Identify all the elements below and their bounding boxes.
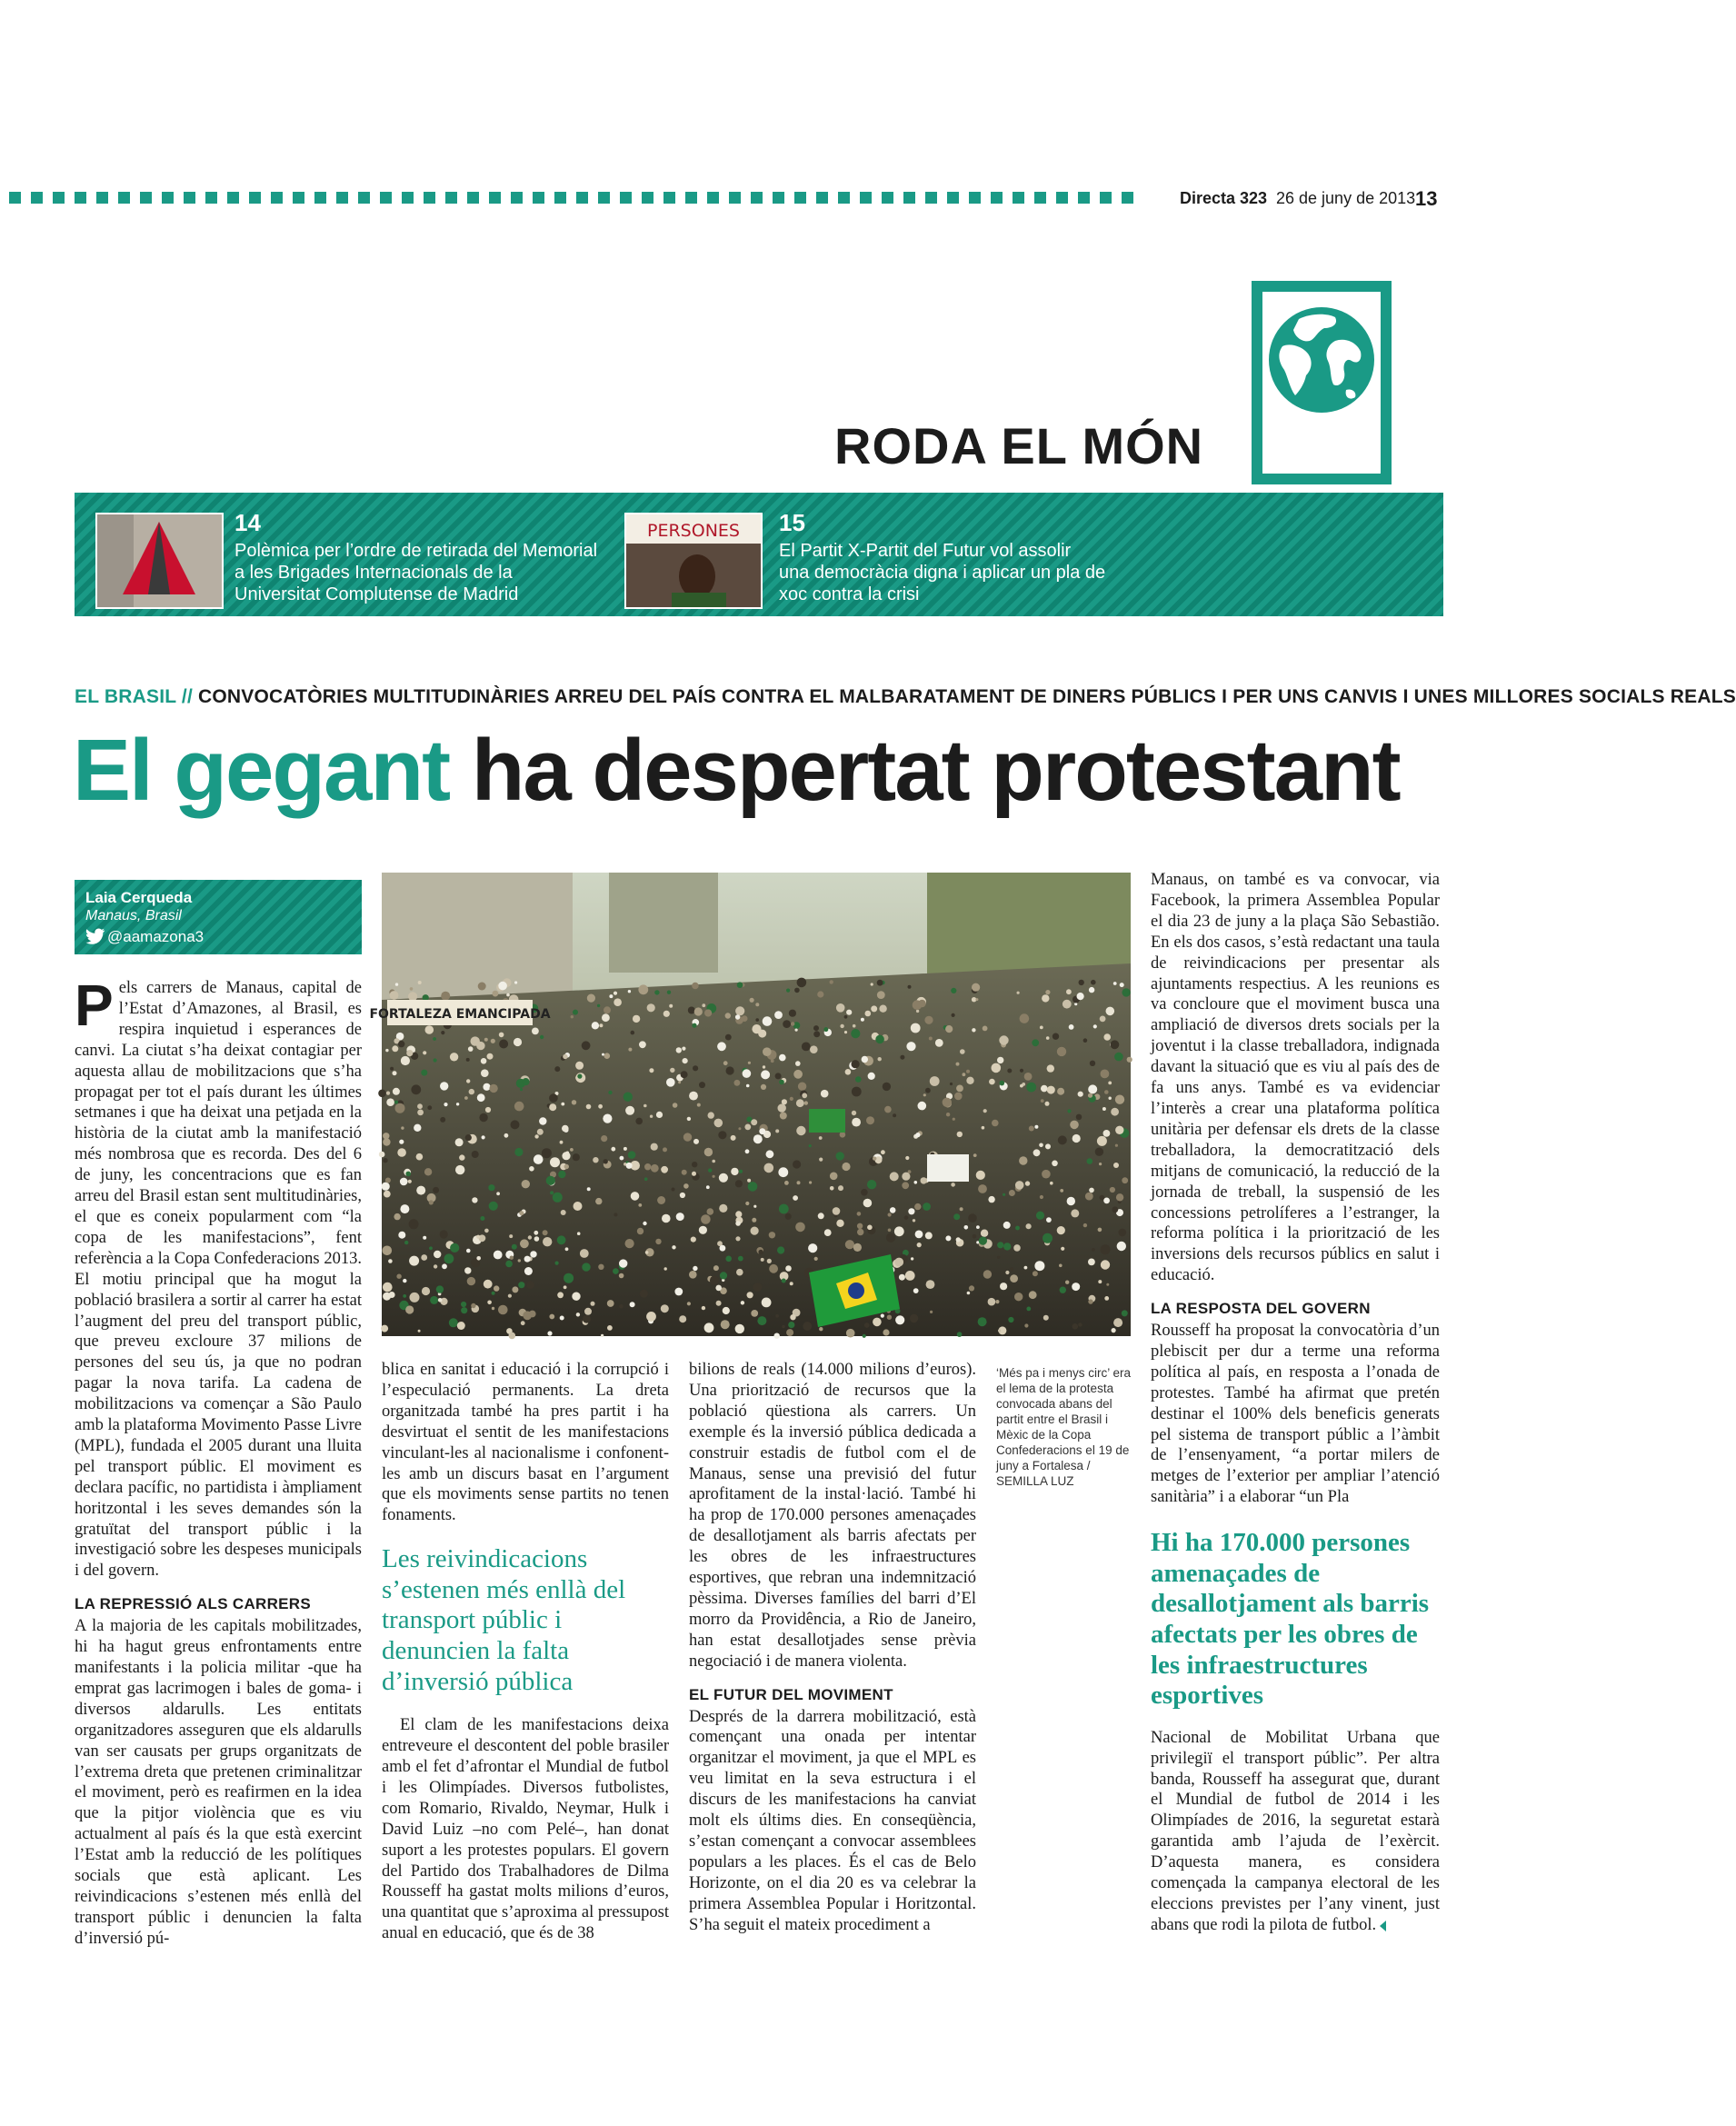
page-number: 13 (1415, 187, 1438, 210)
column-4 (1151, 870, 1440, 1936)
headline-rest: ha despertat protestant (471, 722, 1400, 819)
paragraph: Nacional de Mobilitat Urbana que privilegiï el transport públic”. Per altra banda, Rousseff ha assegurat que, durant el Mundial de futbol de 2014 i les Olimpíades de 2016, la seguretat estarà garantida amb l’ajuda de l’exèrcit. D’aquesta manera, es considera començada la campanya electoral de les eleccions previstes per l’any vinent, just abans que rodi la pilota de futbol. (1151, 1728, 1440, 1934)
column-2 (382, 1360, 669, 1944)
column-1 (75, 973, 362, 1950)
photo-caption: ‘Més pa i menys circ’ era el lema de la protesta convocada abans del partit entre el Brasil i Mèxic de la Copa Confederacions el 19 de juny a Fortalesa / SEMILLA LUZ (996, 1366, 1132, 1488)
author-box (75, 880, 362, 954)
headline (73, 721, 1400, 821)
teaser-1-text[interactable]: Polèmica per l’ordre de retirada del Memorial a les Brigades Internacionals de la Universitat Complutense de Madrid (234, 541, 598, 604)
paragraph: Rousseff ha proposat la convocatòria d’un plebiscit per dur a terme una reforma política al país, en resposta a l’onada de protestes. També ha afirmat que pretén destinar el 100% dels beneficis generats pel sistema de transport públic a l’àmbit de l’ensenyament, “a portar milers de metges de l’exterior per ampliar l’atenció sanitària” i a elaborar “un Pla (1151, 1322, 1440, 1507)
crowd-photo (369, 873, 1131, 1336)
kicker-topic: EL BRASIL // (75, 686, 193, 707)
section-icon-box (1252, 281, 1392, 484)
protest-banner-text: FORTALEZA EMANCIPADA (369, 1007, 551, 1022)
pull-quote: Les reivindicacions s’estenen més enllà del transport públic i denuncien la falta d’inversió pública (382, 1544, 626, 1696)
teaser-1-image[interactable] (95, 513, 224, 609)
teaser-2-image[interactable] (624, 513, 763, 609)
subheading: LA RESPOSTA DEL GOVERN (1151, 1300, 1371, 1318)
paragraph: Pels carrers de Manaus, capital de l’Estat d’Amazones, al Brasil, es respira inquietud i esperances de canvi. La ciutat s’ha deixat contagiar per aquesta allau de mobilitzacions que s’ha propagat per tot el país durant les últimes setmanes i que ha deixat una petjada en la història de la ciutat amb la manifestació més nombrosa que es recorda. Des del 6 de juny, les concentracions que es fan arreu del Brasil estan sent multitudinàries, el que es coneix popularment com “la copa de les manifestacions”, fent referència a la Copa Confederacions 2013. El motiu principal que ha mogut la població brasilera a sortir al carrer ha estat l’augment del preu del transport públic, que preveu excloure 37 milions de persones del seu ús, ja que no podran pagar la nova tarifa. La cadena de mobilitzacions va començar a São Paulo amb la plataforma Movimento Passe Livre (MPL), fundada el 2005 durant una lluita pel transport públic. El moviment es declara pacífic, no partidista i àmpliament horitzontal i les seves demandes són la gratuïtat del transport públic i la investigació sobre les despeses municipals i del govern. (75, 973, 362, 1581)
header-publication: Directa 323 (1180, 189, 1268, 207)
end-mark-icon (1380, 1921, 1386, 1931)
sign-text: PERSONES (647, 521, 740, 541)
header-date: 26 de juny de 2013 (1276, 189, 1416, 207)
paragraph: blica en sanitat i educació i la corrupció i l’especulació permanents. La dreta organitzada també ha pres partit i ha desvirtuat el sentit de les manifestacions vinculant-les al nacionalisme i confonent-les amb un discurs basat en l’argument que els moviments sense partits no tenen fonaments. (382, 1361, 669, 1525)
teaser-1-number: 14 (234, 509, 261, 536)
kicker (75, 686, 1736, 708)
paragraph: bilions de reals (14.000 milions d’euros). Una priorització de recursos que la població qüestiona als carrers. Un exemple és la inversió pública dedicada a construir estadis de futbol com el de Manaus, sense una previsió del futur aprofitament de la instal·lació. També hi ha prop de 170.000 persones amenaçades de desallotjament als barris afectats per les obres de les infraestructures esportives, que rebran una indemnització pèssima. Diverses famílies del barri d’El morro da Providência, a Rio de Janeiro, han estat desallotjades sense prèvia negociació i de manera violenta. (689, 1361, 976, 1671)
author-name: Laia Cerqueda (85, 889, 193, 906)
memorial-image (97, 514, 222, 607)
author-twitter[interactable]: @aamazona3 (85, 928, 204, 946)
section-title: RODA EL MÓN (834, 417, 1204, 474)
paragraph: A la majoria de les capitals mobilitzades, hi ha hagut greus enfrontaments entre manifestants i la policia militar -que ha emprat gas lacrimogen i bales de goma- i diversos aldarulls. Les entitats organitzadores asseguren que els aldarulls van ser causats per grups organitzats de l’extrema dreta que pretenen criminalitzar el moviment, però es reafirmen en la idea que la pitjor violència que es viu actualment al país és la que està exercint l’Estat amb la reducció de les polítiques socials que està aplicant. Les reivindicacions s’estenen més enllà del transport públic i denuncien la falta d’inversió pú- (75, 1617, 362, 1948)
subheading: EL FUTUR DEL MOVIMENT (689, 1685, 893, 1703)
header-dotted-rule (9, 192, 1136, 204)
protester-image (626, 514, 761, 607)
column-3 (689, 1360, 976, 1935)
globe-icon (1262, 301, 1381, 419)
headline-highlight: El gegant (73, 722, 450, 819)
dropcap: P (75, 973, 114, 1038)
paragraph: El clam de les manifestacions deixa entreveure el descontent del poble brasiler amb el fet d’afrontar el Mundial de futbol i les Olimpíades. Diversos futbolistes, com Romario, Rivaldo, Neymar, Hulk i David Luiz –no com Pelé–, han donat suport a les protestes populars. El govern del Partido dos Trabalhadores de Dilma Rousseff ha gastat molts milions d’euros, una quantitat que s’aproxima al pressupost anual en educació, que és de 38 (382, 1716, 669, 1943)
teaser-2-text[interactable]: El Partit X-Partit del Futur vol assolir una democràcia digna i aplicar un pla de xoc contra la crisi (779, 541, 1106, 604)
author-location: Manaus, Brasil (85, 908, 182, 923)
teaser-2-number: 15 (779, 509, 805, 536)
main-photo[interactable] (369, 873, 1131, 1336)
paragraph: Després de la darrera mobilització, està començant una onada per intentar organitzar el moviment, ja que el MPL es veu limitat en la seva estructura i el discurs de les manifestacions ha canviat molt els últims dies. En conseqüència, s’estan començant a convocar assemblees populars a les places. És el cas de Belo Horizonte, on el dia 20 es va celebrar la primera Assemblea Popular i Horitzontal. S’ha seguit el mateix procediment a (689, 1707, 976, 1934)
subheading: LA REPRESSIÓ ALS CARRERS (75, 1595, 312, 1613)
pull-quote: Hi ha 170.000 persones amenaçades de desallotjament als barris afectats per les obres de les infraestructures esportives (1151, 1528, 1430, 1711)
kicker-text: CONVOCATÒRIES MULTITUDINÀRIES ARREU DEL PAÍS CONTRA EL MALBARATAMENT DE DINERS PÚBLICS I PER UNS CANVIS I UNES MILLORES SOCIALS REALS (198, 686, 1736, 707)
paragraph: Manaus, on també es va convocar, via Facebook, la primera Assemblea Popular el dia 23 de juny a la plaça São Sebastião. En els dos casos, s’està redactant una taula de reivindicacions per presentar als ajuntaments respectius. A les reunions es va concloure que el moviment busca una ampliació de diversos drets socials per la joventut i la classe treballadora, indignada davant la situació que es viu al país des de fa uns anys. També es va evidenciar l’interès a crear una plataforma política unitària per defensar els drets de la classe treballadora, la democratització dels mitjans de comunicació, la reducció de la jornada de treball, la suspensió de les concessions petrolíferes a l’estranger, la reforma política i la priorització de les inversions dels recursos públics en salut i educació. (1151, 871, 1440, 1285)
twitter-icon (85, 928, 105, 944)
